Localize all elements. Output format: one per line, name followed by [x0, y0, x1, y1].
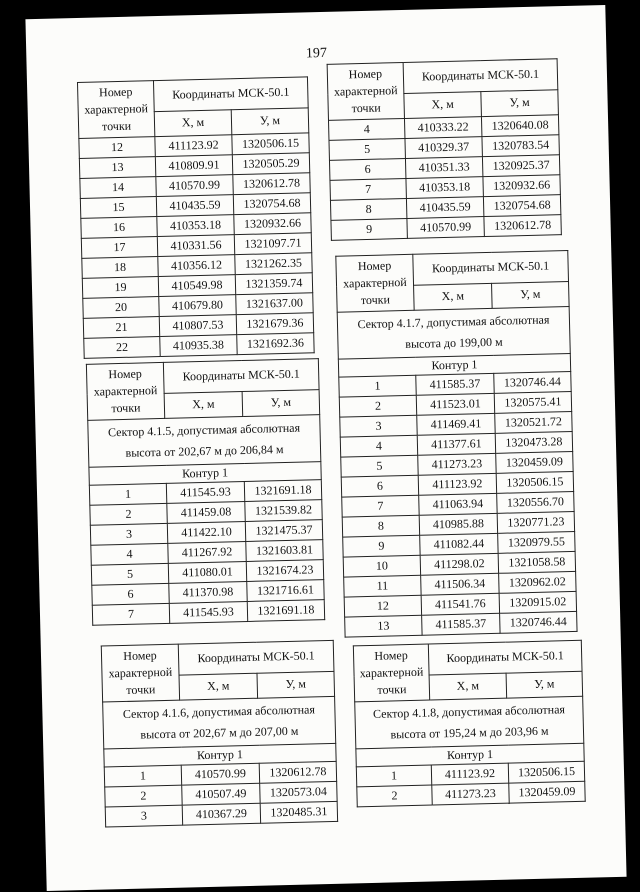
x-coordinate: 410367.29	[182, 803, 260, 825]
point-number: 4	[91, 543, 168, 565]
contour-label: Контур 1	[89, 462, 321, 486]
header-point-number: Номер характерной точки	[101, 644, 179, 702]
x-coordinate: 411063.94	[419, 493, 497, 515]
y-coordinate: 1321058.58	[498, 551, 575, 573]
sector-caption: Сектор 4.1.8, допустимая абсолютная высота от 195,24 м до 203,96 м	[355, 696, 584, 749]
point-number: 2	[339, 395, 416, 417]
header-x: X, м	[404, 91, 482, 118]
header-point-number: Номер характерной точки	[77, 81, 154, 139]
y-coordinate: 1321262.35	[235, 253, 312, 275]
point-number: 4	[340, 435, 417, 457]
point-number: 1	[104, 765, 181, 787]
x-coordinate: 410331.56	[157, 235, 234, 257]
header-y: У, м	[492, 281, 570, 308]
point-number: 3	[340, 415, 417, 437]
header-coordinates: Координаты МСК-50.1	[413, 251, 569, 285]
y-coordinate: 1321692.36	[237, 333, 314, 355]
y-coordinate: 1320573.04	[260, 781, 337, 803]
y-coordinate: 1320506.15	[496, 471, 573, 493]
contour-label: Контур 1	[104, 743, 336, 767]
x-coordinate: 410549.98	[158, 275, 235, 297]
sector-row	[355, 696, 584, 749]
x-coordinate: 410570.99	[156, 175, 233, 197]
point-number: 1	[356, 765, 431, 787]
y-coordinate: 1321637.00	[236, 293, 313, 315]
table-row	[331, 215, 561, 241]
y-coordinate: 1320754.68	[483, 195, 560, 217]
y-coordinate: 1321359.74	[235, 273, 312, 295]
point-number: 19	[82, 277, 158, 299]
y-coordinate: 1320459.09	[496, 451, 573, 473]
x-coordinate: 410329.37	[405, 137, 482, 159]
y-coordinate: 1320612.78	[233, 173, 310, 195]
y-coordinate: 1320932.66	[234, 213, 311, 235]
point-number: 22	[84, 337, 160, 359]
point-number: 21	[83, 317, 159, 339]
y-coordinate: 1320746.44	[494, 371, 571, 393]
header-point-number: Номер характерной точки	[86, 362, 164, 420]
y-coordinate: 1320754.68	[233, 193, 310, 215]
y-coordinate: 1320932.66	[483, 175, 560, 197]
y-coordinate: 1321603.81	[246, 540, 323, 562]
y-coordinate: 1320521.72	[495, 411, 572, 433]
header-x: X, м	[154, 109, 232, 136]
y-coordinate: 1321679.36	[236, 313, 313, 335]
x-coordinate: 411273.23	[432, 783, 509, 805]
contour-label: Контур 1	[356, 743, 584, 767]
x-coordinate: 411459.08	[167, 502, 245, 524]
y-coordinate: 1321539.82	[245, 500, 322, 522]
x-coordinate: 410507.49	[182, 783, 260, 805]
x-coordinate: 411267.92	[168, 541, 246, 563]
y-coordinate: 1320962.02	[499, 571, 576, 593]
point-number: 3	[90, 523, 167, 545]
y-coordinate: 1321691.18	[247, 600, 324, 622]
coordinates-table	[101, 640, 338, 828]
point-number: 13	[345, 615, 422, 637]
point-number: 12	[79, 137, 155, 159]
x-coordinate: 410570.99	[407, 217, 484, 239]
x-coordinate: 410807.53	[159, 315, 236, 337]
y-coordinate: 1320746.44	[500, 611, 577, 633]
page-number: 197	[305, 45, 328, 62]
header-y: У, м	[481, 89, 559, 116]
x-coordinate: 410353.18	[157, 215, 234, 237]
point-number: 20	[83, 297, 159, 319]
header-y: У, м	[242, 389, 320, 416]
point-number: 5	[329, 138, 405, 160]
header-y: У, м	[257, 671, 335, 698]
x-coordinate: 410356.12	[158, 255, 235, 277]
point-number: 2	[105, 785, 182, 807]
y-coordinate: 1320925.37	[482, 155, 559, 177]
header-x: X, м	[429, 673, 507, 700]
x-coordinate: 411123.92	[155, 135, 232, 157]
contour-label: Контур 1	[338, 354, 570, 378]
y-coordinate: 1320473.28	[495, 431, 572, 453]
y-coordinate: 1320979.55	[498, 531, 575, 553]
y-coordinate: 1320640.08	[481, 115, 558, 137]
point-number: 1	[339, 375, 416, 397]
x-coordinate: 411422.10	[167, 521, 245, 543]
point-number: 12	[344, 595, 421, 617]
sector-row	[103, 696, 336, 749]
point-number: 2	[90, 503, 167, 525]
sector-caption: Сектор 4.1.5, допустимая абсолютная высота от 202,67 м до 206,84 м	[88, 415, 321, 468]
point-number: 13	[79, 157, 155, 179]
header-coordinates: Координаты МСК-50.1	[403, 59, 558, 93]
table-row	[92, 600, 324, 626]
coordinates-table	[77, 76, 315, 359]
header-point-number: Номер характерной точки	[353, 644, 429, 702]
y-coordinate: 1321716.61	[247, 580, 324, 602]
x-coordinate: 410679.80	[159, 295, 236, 317]
sector-row	[88, 415, 321, 468]
point-number: 4	[328, 118, 404, 140]
y-coordinate: 1321475.37	[245, 520, 322, 542]
point-number: 17	[81, 237, 157, 259]
point-number: 18	[82, 257, 158, 279]
document-page	[25, 5, 626, 891]
header-x: X, м	[414, 283, 493, 310]
header-x: X, м	[179, 673, 258, 700]
point-number: 3	[105, 805, 182, 827]
coordinates-table	[335, 250, 577, 638]
x-coordinate: 410351.33	[405, 157, 482, 179]
x-coordinate: 410435.59	[156, 195, 233, 217]
coordinates-table	[86, 358, 325, 626]
header-point-number: Номер характерной точки	[336, 254, 414, 312]
point-number: 9	[343, 535, 420, 557]
table-row	[357, 781, 585, 807]
header-coordinates: Координаты МСК-50.1	[178, 640, 334, 674]
header-y: У, м	[231, 107, 309, 134]
y-coordinate: 1320915.02	[499, 591, 576, 613]
header-point-number: Номер характерной точки	[327, 63, 404, 121]
x-coordinate: 410570.99	[181, 763, 259, 785]
y-coordinate: 1321691.18	[244, 480, 321, 502]
point-number: 9	[331, 218, 407, 240]
x-coordinate: 411469.41	[417, 413, 495, 435]
x-coordinate: 411523.01	[416, 393, 494, 415]
y-coordinate: 1321097.71	[234, 233, 311, 255]
point-number: 11	[344, 575, 421, 597]
point-number: 2	[357, 785, 432, 807]
point-number: 8	[342, 515, 419, 537]
point-number: 7	[330, 178, 406, 200]
coordinates-table	[353, 640, 586, 808]
header-coordinates: Координаты МСК-50.1	[428, 640, 582, 674]
point-number: 6	[341, 475, 418, 497]
y-coordinate: 1321674.23	[246, 560, 323, 582]
x-coordinate: 411082.44	[420, 533, 498, 555]
y-coordinate: 1320506.15	[232, 133, 309, 155]
point-number: 5	[341, 455, 418, 477]
sector-caption: Сектор 4.1.6, допустимая абсолютная высота от 202,67 м до 207,00 м	[103, 696, 336, 749]
x-coordinate: 411298.02	[420, 553, 498, 575]
table-row	[84, 333, 314, 359]
y-coordinate: 1320771.23	[497, 511, 574, 533]
x-coordinate: 411080.01	[168, 561, 246, 583]
x-coordinate: 411377.61	[417, 433, 495, 455]
y-coordinate: 1320783.54	[482, 135, 559, 157]
point-number: 5	[91, 563, 168, 585]
header-coordinates: Координаты МСК-50.1	[163, 359, 319, 393]
y-coordinate: 1320556.70	[497, 491, 574, 513]
coordinates-table	[327, 58, 562, 241]
y-coordinate: 1320459.09	[509, 781, 585, 803]
header-x: X, м	[164, 391, 243, 418]
x-coordinate: 411545.93	[166, 482, 244, 504]
x-coordinate: 411123.92	[418, 473, 496, 495]
header-coordinates: Координаты МСК-50.1	[153, 77, 308, 111]
x-coordinate: 411123.92	[431, 763, 508, 785]
point-number: 7	[342, 495, 419, 517]
x-coordinate: 411585.37	[416, 373, 494, 395]
x-coordinate: 411273.23	[418, 453, 496, 475]
y-coordinate: 1320485.31	[260, 801, 337, 823]
y-coordinate: 1320612.78	[484, 215, 561, 237]
y-coordinate: 1320505.29	[232, 153, 309, 175]
table-row	[345, 611, 577, 637]
x-coordinate: 411541.76	[421, 593, 499, 615]
point-number: 10	[343, 555, 420, 577]
sector-row	[337, 307, 570, 360]
point-number: 7	[92, 603, 169, 625]
x-coordinate: 410935.38	[160, 335, 237, 357]
point-number: 15	[80, 197, 156, 219]
point-number: 8	[330, 198, 406, 220]
x-coordinate: 410435.59	[406, 197, 483, 219]
x-coordinate: 411506.34	[421, 573, 499, 595]
sector-caption: Сектор 4.1.7, допустимая абсолютная высота до 199,00 м	[337, 307, 570, 360]
x-coordinate: 410353.18	[406, 177, 483, 199]
x-coordinate: 410333.22	[404, 117, 481, 139]
y-coordinate: 1320506.15	[508, 761, 584, 783]
point-number: 16	[81, 217, 157, 239]
y-coordinate: 1320575.41	[494, 391, 571, 413]
point-number: 6	[329, 158, 405, 180]
x-coordinate: 410809.91	[155, 155, 232, 177]
y-coordinate: 1320612.78	[259, 761, 336, 783]
x-coordinate: 410985.88	[419, 513, 497, 535]
table-row	[105, 801, 337, 827]
point-number: 1	[89, 483, 166, 505]
point-number: 14	[80, 177, 156, 199]
point-number: 6	[92, 583, 169, 605]
x-coordinate: 411585.37	[422, 613, 500, 635]
x-coordinate: 411545.93	[169, 601, 247, 623]
x-coordinate: 411370.98	[169, 581, 247, 603]
header-y: У, м	[506, 671, 583, 698]
